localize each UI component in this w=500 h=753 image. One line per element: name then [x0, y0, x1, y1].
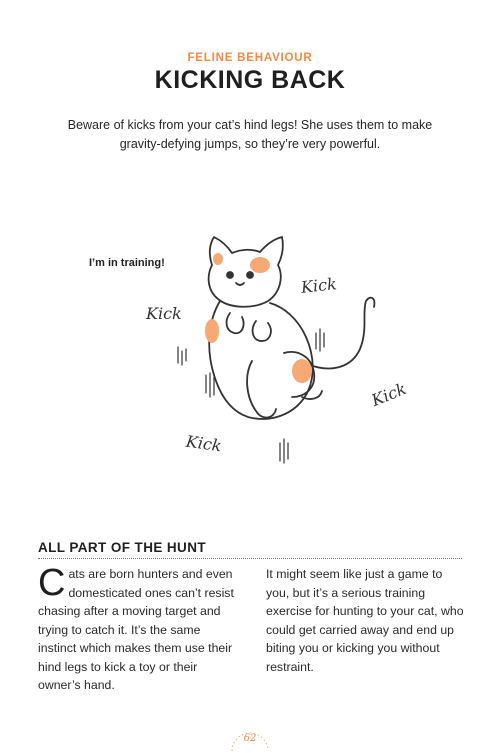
cat-hind-leg-left	[247, 361, 276, 418]
cat-head	[209, 237, 283, 307]
drop-cap: C	[38, 562, 66, 604]
kick-word-4: Kick	[184, 431, 223, 456]
cat-eye-left	[227, 272, 233, 278]
section-title: ALL PART OF THE HUNT	[38, 540, 206, 555]
cat-patch-leg	[292, 359, 312, 383]
section-kicker: FELINE BEHAVIOUR	[187, 52, 313, 64]
page-number: 62	[243, 733, 257, 744]
cat-eye-right	[247, 272, 253, 278]
cat-paw-right	[253, 321, 271, 341]
kick-word-3: Kick	[368, 378, 409, 411]
intro-paragraph: Beware of kicks from your cat’s hind legs! She uses them to make gravity-defying jumps, so they’re very powerful.	[67, 118, 433, 151]
cat-patch-ear	[213, 253, 223, 265]
cat-paw-left	[227, 313, 244, 333]
cat-patch-head	[250, 257, 270, 273]
cat-mouth	[236, 283, 244, 285]
speech-caption: I’m in training!	[89, 257, 165, 269]
left-column-text	[38, 562, 238, 695]
kick-word-1: Kick	[146, 304, 182, 323]
left-column-body: ats are born hunters and even domesticated ones can’t resist chasing after a moving target and trying to catch it. It’s the same instinct which makes them use their hind legs to kick a toy or their owner’s hand.	[38, 567, 234, 692]
cat-patch-side	[205, 319, 219, 343]
page-title: KICKING BACK	[154, 66, 346, 94]
kick-word-2: Kick	[300, 274, 338, 297]
right-column-text: It might seem like just a game to you, but it’s a serious training exercise for hunting to your cat, who could get carried away and end up biting you or kicking you without restraint.	[266, 567, 464, 674]
cat-body	[209, 301, 313, 419]
section-divider	[38, 558, 462, 559]
